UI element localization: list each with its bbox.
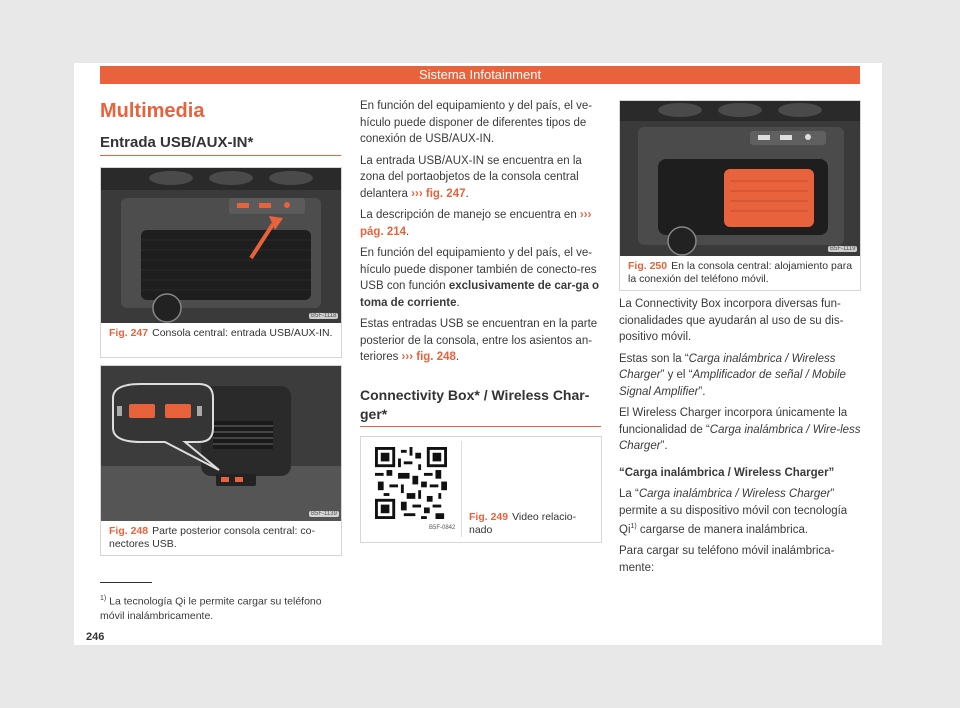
paragraph bbox=[360, 153, 602, 203]
subheading: “Carga inalámbrica / Wireless Charger” bbox=[619, 466, 835, 479]
figure-250 bbox=[619, 100, 861, 291]
figure-249 bbox=[360, 436, 602, 543]
figure-label: Fig. 248 bbox=[109, 525, 149, 537]
text: La “ bbox=[619, 488, 639, 500]
reference-arrow: ››› bbox=[401, 351, 414, 363]
subtitle-rule bbox=[100, 155, 341, 156]
figure-label: Fig. 250 bbox=[628, 260, 668, 272]
column-2-text bbox=[360, 98, 602, 371]
footnote bbox=[100, 592, 340, 623]
figure-code: B5F-0842 bbox=[429, 525, 456, 531]
emphasis: exclusivamente de car-ga o toma de corriente bbox=[360, 280, 600, 309]
emphasis: Carga inalámbrica / Wire-less Charger bbox=[619, 423, 861, 452]
figure-caption bbox=[628, 260, 853, 286]
footnote-rule bbox=[100, 582, 152, 583]
figure-caption bbox=[109, 525, 334, 551]
emphasis: Amplificador de señal / Mobile Signal Amplifier bbox=[619, 369, 846, 398]
figure-caption-text: Consola central: entrada USB/AUX-IN. bbox=[152, 327, 333, 339]
text: Estas entradas USB se encuentran en la parte posterior de la consola, entre los asientos an-teriores bbox=[360, 318, 598, 363]
text: En función del equipamiento y del país, el ve-hículo puede disponer también de conecto-res USB con función bbox=[360, 247, 597, 292]
emphasis: Carga inalámbrica / Wireless Charger bbox=[638, 488, 831, 500]
qr-code[interactable] bbox=[365, 441, 462, 537]
figure-247 bbox=[100, 167, 342, 358]
paragraph bbox=[619, 351, 861, 401]
text: cargarse de manera inalámbrica. bbox=[636, 523, 809, 536]
text: La descripción de manejo se encuentra en bbox=[360, 209, 580, 221]
figure-code: B5F-1119 bbox=[830, 246, 856, 252]
page-number: 246 bbox=[86, 631, 105, 643]
figure-code: B5F-1118 bbox=[311, 313, 337, 319]
page-header: Sistema Infotainment bbox=[100, 66, 860, 84]
text: . bbox=[465, 187, 469, 200]
text: . bbox=[456, 296, 460, 309]
paragraph bbox=[619, 405, 861, 455]
paragraph bbox=[619, 486, 861, 538]
footnote-text: La tecnología Qi le permite cargar su teléfono móvil inalámbricamente. bbox=[100, 595, 322, 622]
text: ”. bbox=[660, 440, 668, 452]
footnote-mark: 1) bbox=[100, 595, 107, 602]
paragraph bbox=[360, 245, 602, 311]
usb-console-photo bbox=[101, 168, 341, 323]
text: La entrada USB/AUX-IN se encuentra en la zona del portaobjetos de la consola central delantera bbox=[360, 154, 582, 200]
figure-caption bbox=[109, 327, 334, 340]
figure-248 bbox=[100, 365, 342, 556]
section-heading: Connectivity Box* / Wireless Char-ger* bbox=[360, 387, 590, 422]
text: ”. bbox=[698, 385, 706, 398]
paragraph: Para cargar su teléfono móvil inalámbrica-mente: bbox=[619, 545, 835, 574]
rear-console-photo bbox=[101, 366, 341, 521]
figure-link[interactable]: fig. 248 bbox=[416, 351, 456, 363]
text: ” y el “ bbox=[660, 369, 693, 381]
text: ” permite a su dispositivo móvil con tecnología Qi bbox=[619, 488, 848, 536]
heading-rule bbox=[360, 426, 601, 427]
figure-caption-text: Parte posterior consola central: co-nectores USB. bbox=[109, 525, 315, 550]
text: Estas son la “ bbox=[619, 352, 689, 365]
section-title: Multimedia bbox=[100, 100, 205, 122]
figure-link[interactable]: fig. 247 bbox=[425, 187, 466, 200]
figure-label: Fig. 249 bbox=[469, 511, 509, 523]
wireless-charger-photo bbox=[620, 101, 860, 256]
text: El Wireless Charger incorpora únicamente la funcionalidad de “ bbox=[619, 407, 848, 436]
figure-label: Fig. 247 bbox=[109, 327, 149, 339]
text: . bbox=[455, 351, 460, 363]
section-subtitle: Entrada USB/AUX-IN* bbox=[100, 134, 254, 151]
emphasis: Carga inalámbrica / Wireless Charger bbox=[619, 352, 836, 381]
figure-code: B5F-1139 bbox=[311, 511, 337, 517]
paragraph bbox=[360, 207, 602, 240]
column-3-text bbox=[619, 296, 861, 581]
paragraph bbox=[360, 316, 602, 366]
figure-caption-text: En la consola central: alojamiento para la conexión del teléfono móvil. bbox=[628, 260, 853, 285]
reference-arrow: ››› bbox=[411, 187, 423, 200]
figure-caption bbox=[469, 511, 594, 537]
page-link[interactable]: ››› pág. 214 bbox=[360, 209, 592, 238]
footnote-ref: 1) bbox=[630, 523, 637, 530]
figure-caption-text: Video relacio-nado bbox=[469, 511, 577, 536]
paragraph: La Connectivity Box incorpora diversas fun-cionalidades que ayudarán al uso de su dis-positivo móvil. bbox=[619, 298, 844, 343]
text: . bbox=[406, 225, 410, 238]
paragraph: En función del equipamiento y del país, el ve-hículo puede disponer de diferentes tipos de conexión de USB/AUX-IN. bbox=[360, 100, 593, 145]
